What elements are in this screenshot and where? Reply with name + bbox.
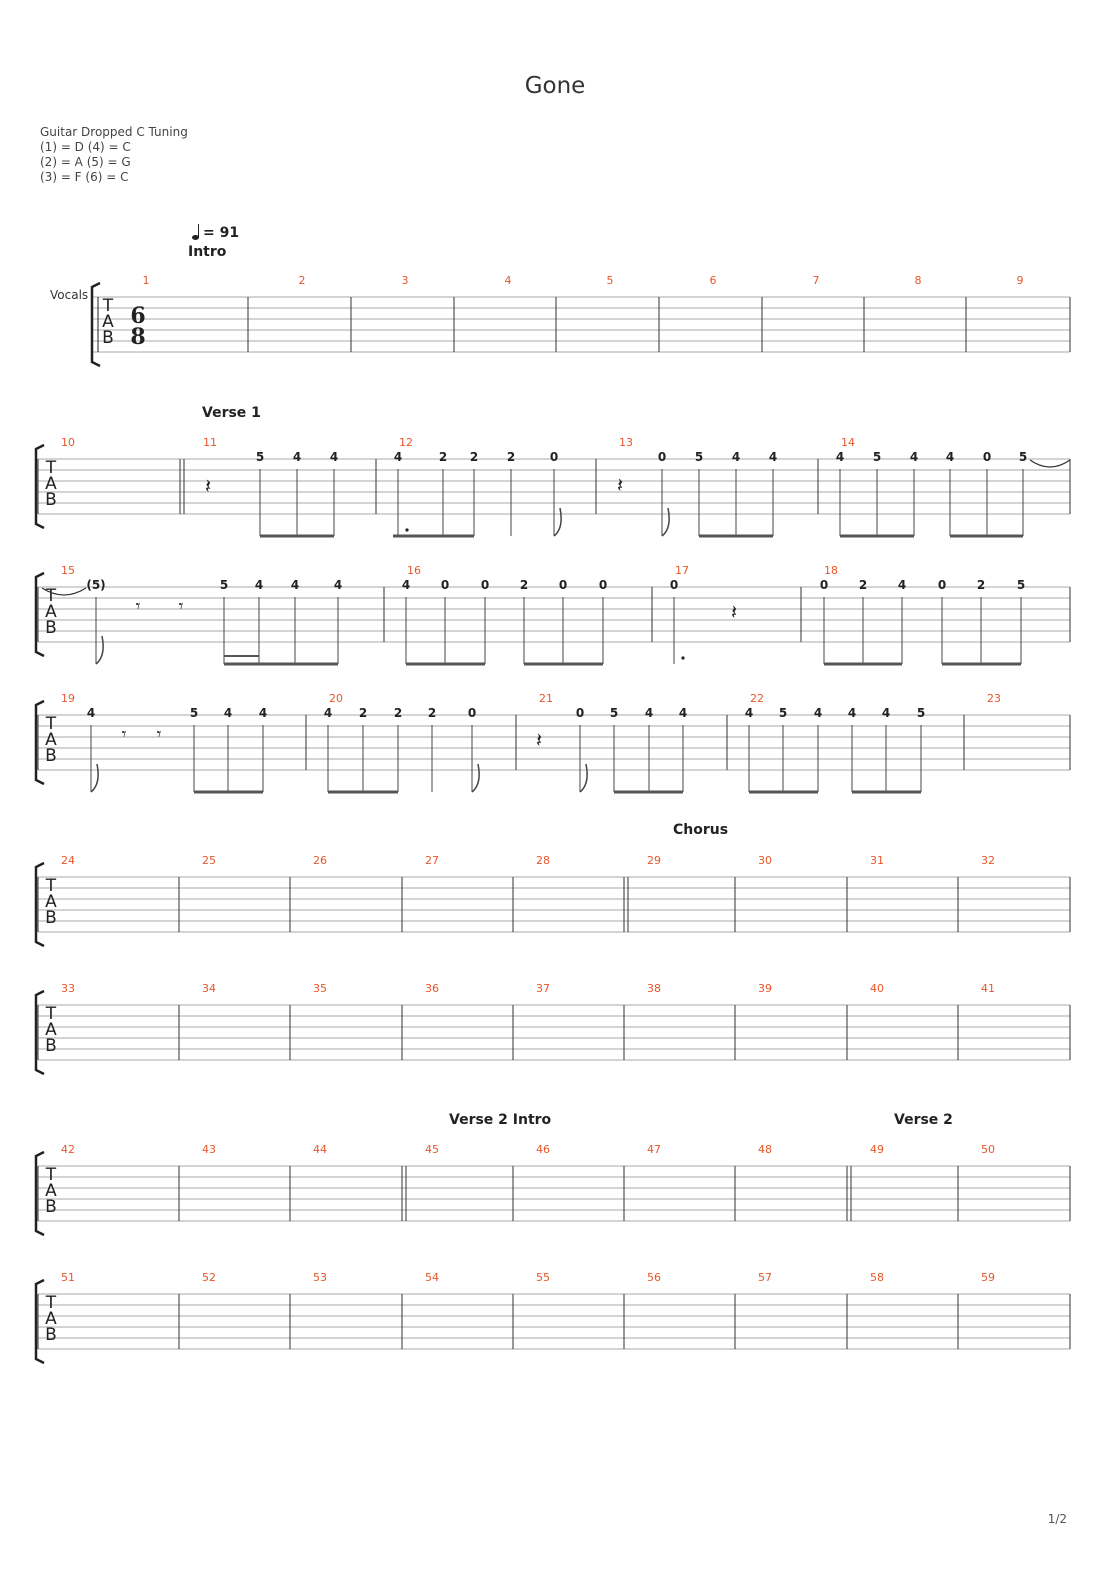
tab-clef-letter: B <box>45 618 57 638</box>
measure-number: 31 <box>870 854 884 867</box>
measure-number: 13 <box>619 436 633 449</box>
measure-number: 5 <box>606 274 614 287</box>
measure-number: 17 <box>675 564 689 577</box>
quarter-note-icon <box>193 224 200 240</box>
measure-number: 18 <box>824 564 838 577</box>
system-bracket <box>36 863 44 946</box>
measure-number: 32 <box>981 854 995 867</box>
tab-clef-letter: A <box>102 312 114 332</box>
measure-number: 44 <box>313 1143 327 1156</box>
measure-number: 26 <box>313 854 327 867</box>
fret-number: 5 <box>189 706 199 720</box>
fret-number: 0 <box>549 450 559 464</box>
fret-number: 5 <box>219 578 229 592</box>
fret-number: 4 <box>644 706 654 720</box>
rest-symbol: 𝄽 <box>616 473 624 497</box>
measure-number: 42 <box>61 1143 75 1156</box>
measure-number: 33 <box>61 982 75 995</box>
fret-number: 4 <box>323 706 333 720</box>
measure-number: 50 <box>981 1143 995 1156</box>
tab-clef-letter: A <box>45 730 57 750</box>
tab-clef-letter: B <box>45 908 57 928</box>
measure-number: 38 <box>647 982 661 995</box>
measure-number: 9 <box>1016 274 1024 287</box>
section-chorus: Chorus <box>673 822 729 838</box>
section-verse-1: Verse 1 <box>202 405 261 421</box>
rest-symbol: 𝄽 <box>535 728 543 752</box>
measure-number: 36 <box>425 982 439 995</box>
fret-number: 0 <box>669 578 679 592</box>
measure-number: 4 <box>504 274 512 287</box>
fret-number: 0 <box>467 706 477 720</box>
tuning-line: (2) = A (5) = G <box>40 155 131 169</box>
fret-number: 4 <box>813 706 823 720</box>
tab-clef-letter: A <box>45 1181 57 1201</box>
measure-number: 28 <box>536 854 550 867</box>
tab-clef-letter: T <box>45 586 57 606</box>
tab-clef-letter: B <box>45 1036 57 1056</box>
fret-number: 4 <box>254 578 264 592</box>
measure-number: 48 <box>758 1143 772 1156</box>
system-bracket <box>36 1280 44 1363</box>
measure-number: 58 <box>870 1271 884 1284</box>
note-flag <box>96 636 103 664</box>
measure-number: 46 <box>536 1143 550 1156</box>
duration-dot <box>681 656 684 659</box>
instrument-label: Vocals <box>50 288 89 302</box>
measure-number: 3 <box>401 274 409 287</box>
fret-number: 4 <box>945 450 955 464</box>
tab-clef-letter: T <box>102 296 114 316</box>
measure-number: 14 <box>841 436 855 449</box>
measure-number: 55 <box>536 1271 550 1284</box>
measure-number: 30 <box>758 854 772 867</box>
measure-number: 19 <box>61 692 75 705</box>
system-bracket <box>36 991 44 1074</box>
measure-number: 21 <box>539 692 553 705</box>
tuning-line: (3) = F (6) = C <box>40 170 129 184</box>
section-intro: Intro <box>188 244 227 260</box>
measure-number: 47 <box>647 1143 661 1156</box>
fret-number: 4 <box>881 706 891 720</box>
rest-symbol: 𝄽 <box>204 474 212 498</box>
tab-clef-letter: T <box>45 458 57 478</box>
measure-number: 16 <box>407 564 421 577</box>
fret-number: 4 <box>401 578 411 592</box>
tab-clef-letter: T <box>45 1293 57 1313</box>
tab-clef-letter: A <box>45 602 57 622</box>
tab-clef-letter: A <box>45 474 57 494</box>
measure-number: 57 <box>758 1271 772 1284</box>
page-number: 1/2 <box>1047 1512 1067 1526</box>
fret-number: 5 <box>694 450 704 464</box>
measure-number: 51 <box>61 1271 75 1284</box>
note-flag <box>554 508 561 536</box>
note-flag <box>662 508 669 536</box>
measure-number: 2 <box>298 274 306 287</box>
measure-number: 45 <box>425 1143 439 1156</box>
section-verse-2-intro: Verse 2 Intro <box>449 1112 552 1128</box>
fret-number: 5 <box>916 706 926 720</box>
measure-number: 37 <box>536 982 550 995</box>
measure-number: 56 <box>647 1271 661 1284</box>
fret-number: 0 <box>982 450 992 464</box>
tuning-info <box>40 125 188 185</box>
system-bracket <box>36 445 44 528</box>
measure-number: 11 <box>203 436 217 449</box>
tuning-header: Guitar Dropped C Tuning <box>40 125 188 139</box>
measure-number: 39 <box>758 982 772 995</box>
page-title: Gone <box>524 73 586 99</box>
tab-clef-letter: T <box>45 1165 57 1185</box>
fret-number: 4 <box>223 706 233 720</box>
eighth-rest-symbol: 𝄾 <box>121 724 127 745</box>
tab-clef-letter: A <box>45 1020 57 1040</box>
fret-number: 0 <box>440 578 450 592</box>
note-flag <box>91 764 98 792</box>
measure-number: 15 <box>61 564 75 577</box>
fret-number: 4 <box>909 450 919 464</box>
fret-number: 5 <box>255 450 265 464</box>
measure-number: 52 <box>202 1271 216 1284</box>
fret-number: 4 <box>768 450 778 464</box>
fret-number: 2 <box>976 578 986 592</box>
system-bracket <box>36 573 44 656</box>
fret-number: 4 <box>744 706 754 720</box>
fret-number: 4 <box>333 578 343 592</box>
fret-number: 2 <box>393 706 403 720</box>
measure-number: 35 <box>313 982 327 995</box>
duration-dot <box>405 528 408 531</box>
tie <box>42 588 86 595</box>
time-signature-bottom: 8 <box>130 324 146 350</box>
fret-number: 4 <box>329 450 339 464</box>
tab-clef-letter: B <box>45 746 57 766</box>
fret-number: 5 <box>1018 450 1028 464</box>
fret-number: 5 <box>872 450 882 464</box>
measure-number: 34 <box>202 982 216 995</box>
fret-number: 0 <box>657 450 667 464</box>
measure-number: 53 <box>313 1271 327 1284</box>
note-flag <box>472 764 479 792</box>
fret-number: 5 <box>1016 578 1026 592</box>
measure-number: 40 <box>870 982 884 995</box>
measure-number: 1 <box>142 274 150 287</box>
eighth-rest-symbol: 𝄾 <box>156 724 162 745</box>
fret-number: 2 <box>506 450 516 464</box>
tab-clef-letter: B <box>45 490 57 510</box>
measure-number: 49 <box>870 1143 884 1156</box>
measure-number: 8 <box>914 274 922 287</box>
fret-number: 0 <box>819 578 829 592</box>
fret-number: 0 <box>937 578 947 592</box>
system-bracket <box>36 1152 44 1235</box>
measure-number: 27 <box>425 854 439 867</box>
measure-number: 6 <box>709 274 717 287</box>
fret-number: 5 <box>778 706 788 720</box>
tie <box>1030 460 1070 467</box>
measure-number: 10 <box>61 436 75 449</box>
measure-number: 23 <box>987 692 1001 705</box>
section-verse-2: Verse 2 <box>894 1112 953 1128</box>
fret-number: 4 <box>835 450 845 464</box>
tab-clef-letter: A <box>45 892 57 912</box>
eighth-rest-symbol: 𝄾 <box>135 596 141 617</box>
measure-number: 7 <box>812 274 820 287</box>
measure-number: 59 <box>981 1271 995 1284</box>
fret-number: 2 <box>358 706 368 720</box>
fret-number: 4 <box>731 450 741 464</box>
fret-number: 4 <box>393 450 403 464</box>
measure-number: 25 <box>202 854 216 867</box>
tab-clef-letter: B <box>45 1197 57 1217</box>
tab-clef-letter: T <box>45 714 57 734</box>
measure-number: 24 <box>61 854 75 867</box>
fret-number: 4 <box>290 578 300 592</box>
note-flag <box>580 764 587 792</box>
fret-number: (5) <box>86 578 106 592</box>
fret-number: 4 <box>258 706 268 720</box>
fret-number: 0 <box>558 578 568 592</box>
measure-number: 43 <box>202 1143 216 1156</box>
measure-number: 54 <box>425 1271 439 1284</box>
fret-number: 0 <box>480 578 490 592</box>
tab-clef-letter: T <box>45 876 57 896</box>
tempo-value: = 91 <box>203 225 240 241</box>
tuning-line: (1) = D (4) = C <box>40 140 131 154</box>
fret-number: 4 <box>292 450 302 464</box>
tempo-marking <box>193 224 239 241</box>
fret-number: 2 <box>519 578 529 592</box>
fret-number: 4 <box>847 706 857 720</box>
system-bracket <box>92 283 100 366</box>
fret-number: 4 <box>86 706 96 720</box>
measure-number: 41 <box>981 982 995 995</box>
fret-number: 4 <box>678 706 688 720</box>
fret-number: 0 <box>598 578 608 592</box>
fret-number: 2 <box>469 450 479 464</box>
system-bracket <box>36 701 44 784</box>
fret-number: 5 <box>609 706 619 720</box>
measure-number: 20 <box>329 692 343 705</box>
fret-number: 0 <box>575 706 585 720</box>
measure-number: 29 <box>647 854 661 867</box>
fret-number: 4 <box>897 578 907 592</box>
fret-number: 2 <box>438 450 448 464</box>
fret-number: 2 <box>858 578 868 592</box>
tab-clef-letter: T <box>45 1004 57 1024</box>
measure-number: 22 <box>750 692 764 705</box>
tab-clef-letter: B <box>45 1325 57 1345</box>
measure-number: 12 <box>399 436 413 449</box>
time-signature-top: 6 <box>130 303 146 329</box>
tab-clef-letter: A <box>45 1309 57 1329</box>
tab-clef-letter: B <box>102 328 114 348</box>
rest-symbol: 𝄽 <box>730 600 738 624</box>
eighth-rest-symbol: 𝄾 <box>178 596 184 617</box>
fret-number: 2 <box>427 706 437 720</box>
